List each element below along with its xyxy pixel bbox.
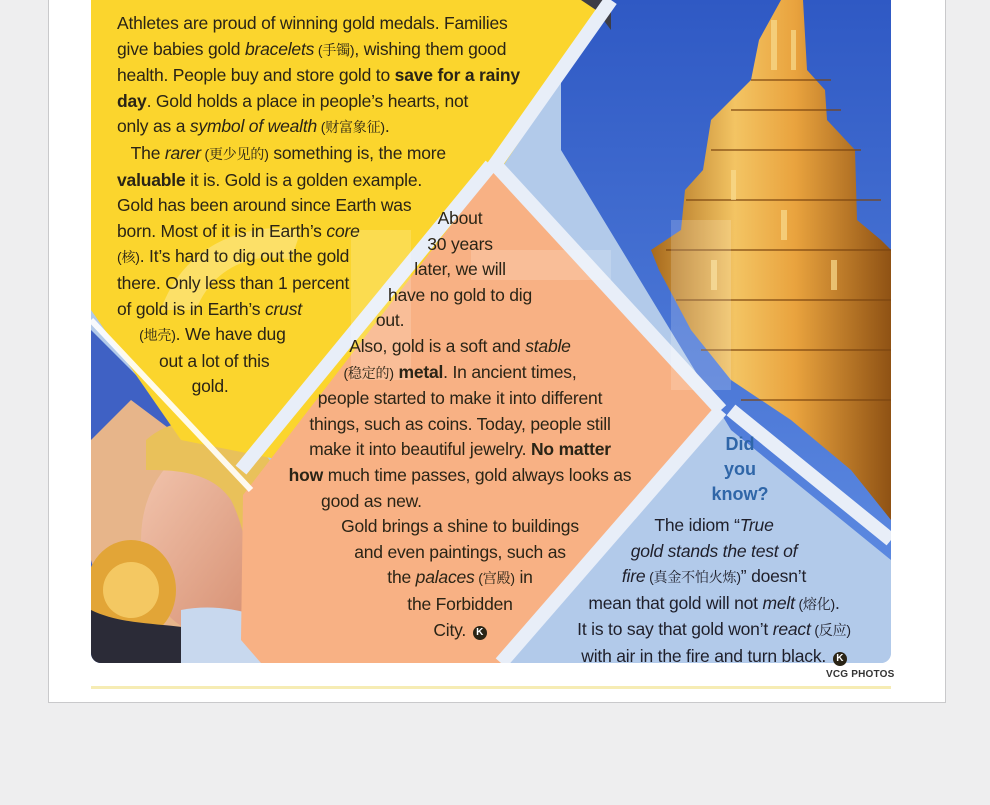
text-run: good as new.	[321, 490, 599, 511]
text-line	[117, 37, 520, 64]
text-run: . It’s hard to dig out the gold	[139, 246, 350, 267]
text-run: palaces	[415, 567, 475, 588]
text-run: gold.	[117, 376, 229, 397]
text-run: how	[288, 464, 324, 485]
text-run: core	[326, 220, 360, 241]
text-run: make it into beautiful jewelry.	[309, 439, 531, 460]
text-run: (真金不怕火炼)	[645, 569, 741, 586]
text-run: of gold is in Earth’s	[117, 298, 265, 319]
text-line	[260, 206, 660, 232]
text-run: ” doesn’t	[740, 566, 807, 587]
text-run: and even paintings, such as	[354, 541, 566, 562]
text-run: .	[384, 116, 390, 137]
text-run: , wishing them good	[354, 38, 507, 59]
text-run: valuable	[117, 169, 186, 190]
text-run: . In ancient times,	[443, 361, 577, 382]
text-run: Also, gold is a soft and	[349, 335, 526, 356]
text-line	[117, 89, 520, 115]
text-line	[260, 308, 660, 334]
text-run: crust	[265, 298, 302, 319]
text-run: Athletes are proud of winning gold medals. Families	[117, 13, 508, 33]
text-run: born. Most of it is in Earth’s	[117, 220, 327, 241]
text-line	[117, 168, 520, 194]
text-run: bracelets	[244, 38, 315, 59]
text-run: (熔化)	[794, 595, 835, 612]
text-run: save for a rainy	[394, 65, 520, 86]
text-run: the Forbidden	[407, 593, 513, 614]
text-run: Gold has been around since Earth was	[117, 195, 412, 216]
text-run: It is to say that gold won’t	[577, 619, 773, 640]
text-run: .	[835, 592, 840, 613]
text-run: metal	[398, 361, 444, 382]
did-you-know-line: know?	[711, 484, 769, 504]
text-line	[117, 141, 520, 168]
text-run: the	[387, 567, 416, 588]
text-run: later, we will	[414, 259, 506, 280]
text-line	[540, 617, 888, 644]
text-run: there. Only less than 1 percent	[117, 272, 350, 293]
text-line	[117, 63, 520, 89]
text-run: The idiom “	[654, 515, 740, 535]
text-run: True	[739, 515, 774, 535]
text-run: About	[437, 208, 483, 228]
text-run: have no gold to dig	[387, 284, 533, 305]
text-run: 30 years	[427, 233, 493, 254]
did-you-know-line: Did	[725, 434, 755, 454]
text-run: (核)	[117, 249, 140, 266]
text-line	[260, 257, 660, 283]
text-run: much time passes, gold always looks as	[323, 464, 632, 485]
text-run: (宫殿)	[474, 570, 515, 587]
text-run: melt	[762, 592, 795, 613]
text-line	[117, 114, 520, 141]
text-run: (反应)	[810, 622, 851, 639]
text-run: out.	[375, 310, 545, 331]
text-line	[260, 386, 660, 412]
text-run: in	[514, 567, 533, 588]
text-run: people started to make it into different	[317, 388, 603, 409]
text-line	[540, 539, 888, 565]
text-run: with air in the fire and turn black.	[581, 645, 831, 666]
text-run: only as a	[117, 116, 190, 137]
text-run: . Gold holds a place in people’s hearts, not	[146, 90, 469, 111]
text-run: Gold brings a shine to buildings	[341, 516, 579, 537]
bottom-rule	[91, 686, 891, 689]
text-run: (手镯)	[314, 41, 355, 58]
text-run: City.	[433, 619, 471, 640]
text-line	[540, 644, 888, 670]
text-run: (更少见的)	[200, 145, 269, 162]
circle-k-icon: K	[833, 652, 847, 666]
text-line	[260, 283, 660, 309]
did-you-know-heading	[700, 432, 780, 507]
blue-panel-text	[540, 513, 888, 670]
circle-k-icon: K	[473, 626, 487, 640]
text-run: (地壳)	[117, 327, 176, 344]
text-run: . We have dug	[175, 324, 286, 345]
text-run: day	[117, 90, 147, 111]
text-line	[117, 11, 520, 37]
did-you-know-line: you	[723, 459, 756, 479]
text-line	[540, 513, 888, 539]
text-run: react	[772, 619, 811, 640]
text-run: mean that gold will not	[588, 592, 763, 613]
text-line	[260, 360, 660, 387]
text-run: rarer	[164, 142, 201, 163]
text-run: The	[117, 142, 165, 163]
text-run: (财富象征)	[317, 119, 385, 136]
text-run: health. People buy and store gold to	[117, 65, 395, 86]
text-line	[260, 334, 660, 360]
text-line	[540, 591, 888, 618]
text-line	[260, 232, 660, 258]
text-run: gold stands the test of	[630, 540, 798, 561]
text-run: symbol of wealth	[189, 116, 318, 137]
photo-credit: VCG PHOTOS	[826, 669, 895, 680]
text-run: something is, the more	[268, 142, 446, 163]
text-line	[260, 489, 660, 515]
text-line	[260, 412, 660, 438]
text-run: give babies gold	[117, 38, 245, 59]
text-line	[260, 437, 660, 463]
text-run: stable	[525, 335, 571, 356]
text-run: out a lot of this	[117, 350, 270, 371]
text-run: things, such as coins. Today, people still	[309, 413, 611, 434]
text-run: fire	[621, 566, 646, 587]
text-run: it is. Gold is a golden example.	[185, 169, 423, 190]
text-run: No matter	[530, 439, 611, 460]
text-line	[260, 463, 660, 489]
text-run: (稳定的)	[343, 364, 394, 381]
text-line	[540, 564, 888, 591]
